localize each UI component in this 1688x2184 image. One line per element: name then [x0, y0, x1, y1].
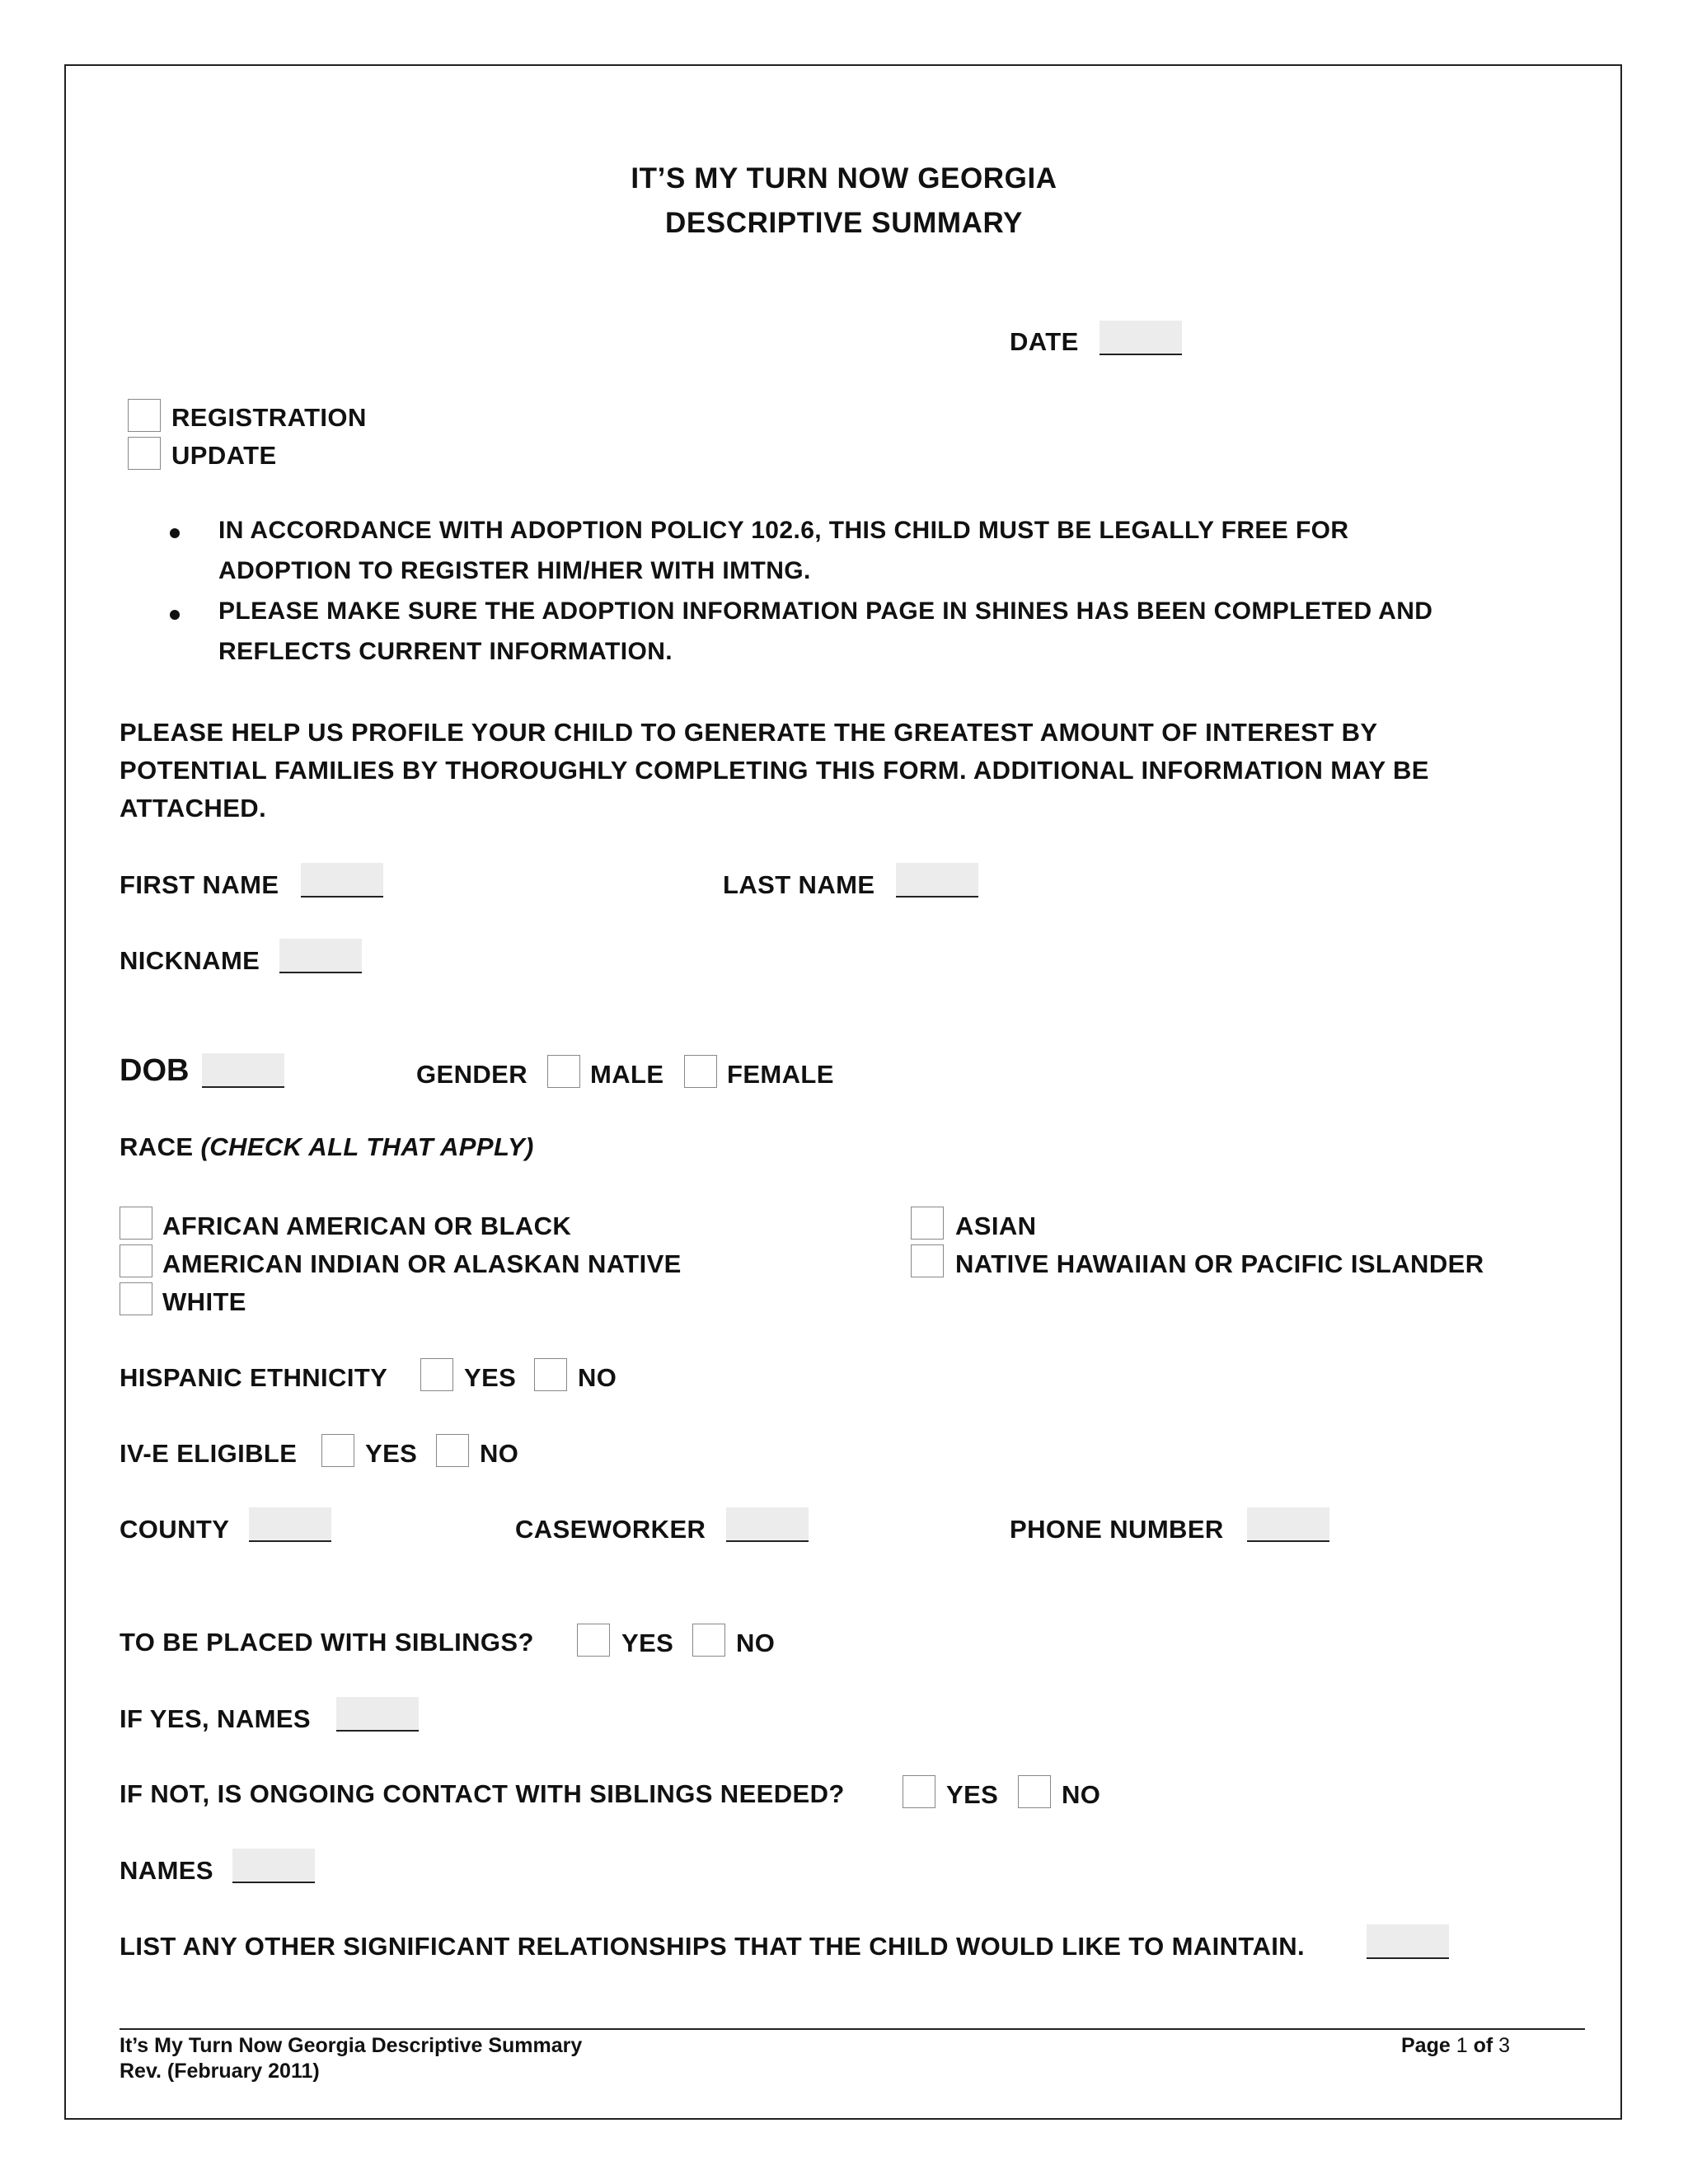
- county-label: COUNTY: [120, 1515, 230, 1544]
- race-white-checkbox[interactable]: [120, 1282, 152, 1315]
- bullet-2-icon: [170, 610, 180, 620]
- registration-label: REGISTRATION: [171, 403, 367, 432]
- bullet-1-line2: ADOPTION TO REGISTER HIM/HER WITH IMTNG.: [218, 557, 811, 584]
- registration-checkbox[interactable]: [128, 399, 161, 432]
- relationships-label: LIST ANY OTHER SIGNIFICANT RELATIONSHIPS THAT THE CHILD WOULD LIKE TO MAINTAIN.: [120, 1932, 1306, 1961]
- form-title-line2: DESCRIPTIVE SUMMARY: [664, 207, 1024, 239]
- relationships-field[interactable]: [1367, 1924, 1449, 1959]
- footer-doc-title: It’s My Turn Now Georgia Descriptive Summary: [120, 2034, 583, 2057]
- bullet-1-icon: [170, 528, 180, 538]
- form-title-line1: IT’S MY TURN NOW GEORGIA: [631, 162, 1057, 194]
- sibling-contact-no-label: NO: [1062, 1780, 1101, 1809]
- footer-revision: Rev. (February 2011): [120, 2060, 320, 2083]
- ive-yes-label: YES: [365, 1439, 418, 1468]
- race-note: (CHECK ALL THAT APPLY): [200, 1132, 534, 1161]
- first-name-label: FIRST NAME: [120, 870, 279, 899]
- sibling-names2-field[interactable]: [232, 1849, 315, 1883]
- dob-label: DOB: [120, 1053, 190, 1088]
- race-american-indian-label: AMERICAN INDIAN OR ALASKAN NATIVE: [162, 1249, 682, 1278]
- male-label: MALE: [590, 1060, 664, 1089]
- race-asian-label: ASIAN: [955, 1212, 1037, 1240]
- last-name-field[interactable]: [896, 863, 978, 898]
- race-pacific-islander-checkbox[interactable]: [911, 1244, 944, 1277]
- sibling-names-label: IF YES, NAMES: [120, 1704, 312, 1733]
- footer-page-total: 3: [1498, 2034, 1511, 2057]
- siblings-yes-label: YES: [621, 1629, 674, 1657]
- race-pacific-islander-label: NATIVE HAWAIIAN OR PACIFIC ISLANDER: [955, 1249, 1484, 1278]
- race-african-american-checkbox[interactable]: [120, 1207, 152, 1240]
- race-label: [120, 1132, 534, 1162]
- sibling-contact-label: IF NOT, IS ONGOING CONTACT WITH SIBLINGS NEEDED?: [120, 1779, 845, 1808]
- siblings-yes-checkbox[interactable]: [577, 1624, 610, 1657]
- nickname-label: NICKNAME: [120, 946, 260, 975]
- race-label-text: RACE: [120, 1132, 194, 1161]
- page-border: [64, 64, 1622, 2120]
- first-name-field[interactable]: [301, 863, 383, 898]
- footer-of-word: of: [1473, 2034, 1493, 2057]
- bullet-1-line1: IN ACCORDANCE WITH ADOPTION POLICY 102.6, THIS CHILD MUST BE LEGALLY FREE FOR: [218, 517, 1349, 544]
- footer-rule: [120, 2028, 1585, 2030]
- phone-field[interactable]: [1247, 1507, 1329, 1542]
- nickname-field[interactable]: [279, 939, 362, 973]
- intro-line3: ATTACHED.: [120, 794, 267, 823]
- intro-line2: POTENTIAL FAMILIES BY THOROUGHLY COMPLETING THIS FORM. ADDITIONAL INFORMATION MAY BE: [120, 756, 1429, 785]
- hispanic-no-checkbox[interactable]: [534, 1358, 567, 1391]
- date-field[interactable]: [1100, 321, 1182, 355]
- hispanic-yes-label: YES: [464, 1363, 517, 1392]
- siblings-placed-label: TO BE PLACED WITH SIBLINGS?: [120, 1628, 534, 1657]
- ive-label: IV-E ELIGIBLE: [120, 1439, 298, 1468]
- hispanic-yes-checkbox[interactable]: [420, 1358, 453, 1391]
- sibling-contact-yes-label: YES: [946, 1780, 999, 1809]
- date-label: DATE: [1010, 327, 1079, 356]
- siblings-no-label: NO: [736, 1629, 776, 1657]
- bullet-2-line1: PLEASE MAKE SURE THE ADOPTION INFORMATION PAGE IN SHINES HAS BEEN COMPLETED AND: [218, 598, 1433, 625]
- ive-yes-checkbox[interactable]: [321, 1434, 354, 1467]
- footer-page-current: 1: [1456, 2034, 1468, 2057]
- siblings-no-checkbox[interactable]: [692, 1624, 725, 1657]
- race-american-indian-checkbox[interactable]: [120, 1244, 152, 1277]
- race-white-label: WHITE: [162, 1287, 246, 1316]
- update-label: UPDATE: [171, 441, 277, 470]
- phone-label: PHONE NUMBER: [1010, 1515, 1224, 1544]
- county-field[interactable]: [249, 1507, 331, 1542]
- race-asian-checkbox[interactable]: [911, 1207, 944, 1240]
- intro-line1: PLEASE HELP US PROFILE YOUR CHILD TO GENERATE THE GREATEST AMOUNT OF INTEREST BY: [120, 718, 1378, 747]
- sibling-contact-yes-checkbox[interactable]: [903, 1775, 935, 1808]
- sibling-contact-no-checkbox[interactable]: [1018, 1775, 1051, 1808]
- update-checkbox[interactable]: [128, 437, 161, 470]
- last-name-label: LAST NAME: [723, 870, 875, 899]
- bullet-2-line2: REFLECTS CURRENT INFORMATION.: [218, 638, 673, 665]
- caseworker-field[interactable]: [726, 1507, 809, 1542]
- dob-field[interactable]: [202, 1053, 284, 1088]
- footer-page-word: Page: [1401, 2034, 1451, 2057]
- female-label: FEMALE: [727, 1060, 834, 1089]
- gender-label: GENDER: [416, 1060, 528, 1089]
- sibling-names-field[interactable]: [336, 1697, 419, 1732]
- sibling-names2-label: NAMES: [120, 1856, 213, 1885]
- ive-no-checkbox[interactable]: [436, 1434, 469, 1467]
- race-african-american-label: AFRICAN AMERICAN OR BLACK: [162, 1212, 572, 1240]
- hispanic-no-label: NO: [578, 1363, 617, 1392]
- hispanic-label: HISPANIC ETHNICITY: [120, 1363, 388, 1392]
- female-checkbox[interactable]: [684, 1055, 717, 1088]
- ive-no-label: NO: [480, 1439, 519, 1468]
- male-checkbox[interactable]: [547, 1055, 580, 1088]
- footer-page-number: [1401, 2034, 1510, 2058]
- caseworker-label: CASEWORKER: [515, 1515, 706, 1544]
